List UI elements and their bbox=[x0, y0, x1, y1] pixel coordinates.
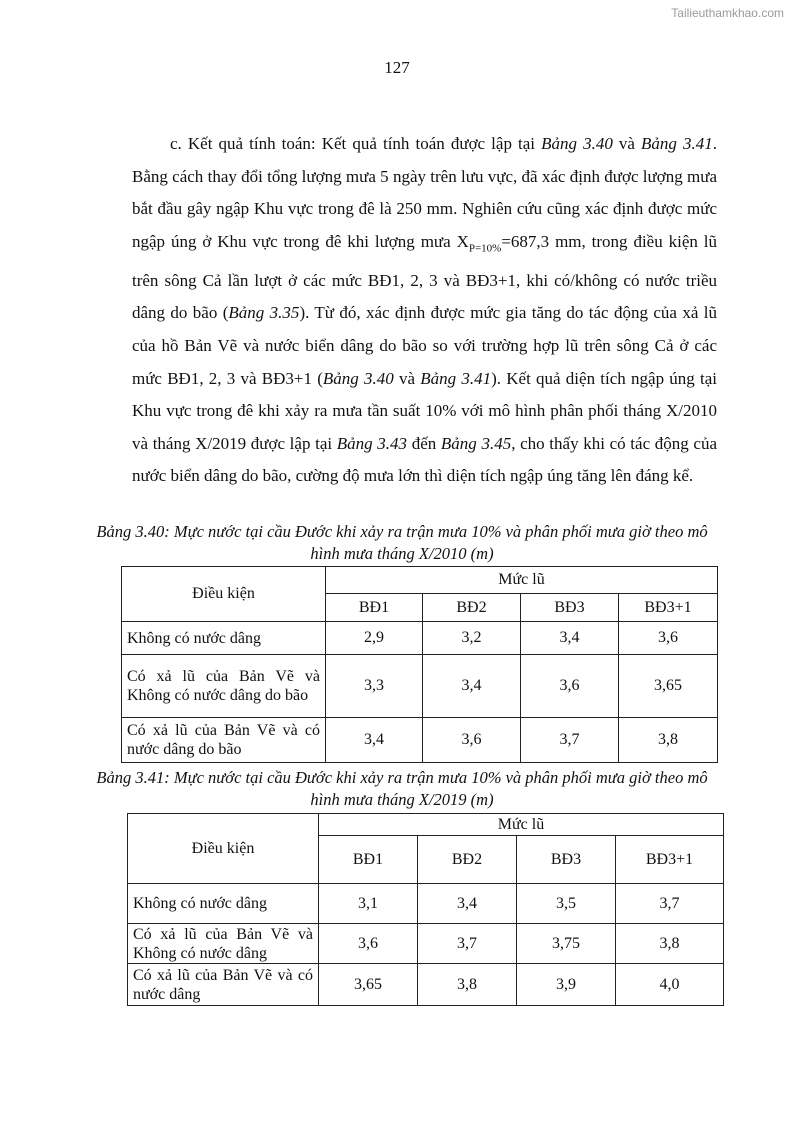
column-header: BĐ3 bbox=[521, 594, 619, 622]
table-reference: Bảng 3.35 bbox=[228, 303, 300, 323]
table-caption: Bảng 3.41: Mực nước tại cầu Đước khi xảy ra trận mưa 10% và phân phối mưa giờ theo mô hình mưa tháng X/2019 (m) bbox=[96, 768, 708, 809]
condition-cell: Có xả lũ của Bản Vẽ và có nước dâng bbox=[128, 964, 319, 1006]
value-cell: 3,3 bbox=[326, 655, 423, 718]
table-row bbox=[122, 718, 718, 763]
column-header: BĐ3+1 bbox=[616, 836, 724, 884]
value-cell: 4,0 bbox=[616, 964, 724, 1006]
table-row bbox=[128, 924, 724, 964]
value-cell: 3,75 bbox=[517, 924, 616, 964]
table-reference: Bảng 3.41 bbox=[420, 368, 492, 388]
paragraph-text: . Bằng cách thay đổi tổng lượng mưa 5 ngày trên lưu vực, đã xác định được lượng mưa bắt đầu gây ngập Khu vực trong đê là 250 mm. Nghiên cứu cũng xác định được mức ngập úng ở Khu vực trong đê khi lượng mưa X bbox=[132, 134, 718, 251]
page-number: 127 bbox=[384, 58, 410, 77]
value-cell: 3,5 bbox=[517, 884, 616, 924]
table-row bbox=[128, 964, 724, 1006]
table-reference: Bảng 3.40 bbox=[322, 368, 394, 388]
table-reference: Bảng 3.40 bbox=[541, 134, 613, 153]
value-cell: 3,65 bbox=[619, 655, 718, 718]
condition-cell: Có xả lũ của Bản Vẽ và Không có nước dâng do bão bbox=[122, 655, 326, 718]
table-reference: Bảng 3.43 bbox=[336, 433, 408, 453]
table-reference: Bảng 3.41 bbox=[641, 134, 713, 153]
value-cell: 3,6 bbox=[319, 924, 418, 964]
value-cell: 3,65 bbox=[319, 964, 418, 1006]
value-cell: 3,6 bbox=[619, 622, 718, 655]
table-row bbox=[122, 622, 718, 655]
watermark: Tailieuthamkhao.com bbox=[671, 6, 784, 20]
condition-cell: Không có nước dâng bbox=[122, 622, 326, 655]
paragraph-text: đến bbox=[407, 433, 441, 453]
column-header: BĐ3 bbox=[517, 836, 616, 884]
column-header: BĐ2 bbox=[423, 594, 521, 622]
value-cell: 3,7 bbox=[521, 718, 619, 763]
column-header: BĐ2 bbox=[418, 836, 517, 884]
paragraph-text: và bbox=[612, 134, 642, 153]
water-level-table-2019 bbox=[127, 813, 724, 1006]
value-cell: 3,6 bbox=[423, 718, 521, 763]
body-paragraph bbox=[132, 128, 717, 493]
condition-header: Điều kiện bbox=[122, 567, 326, 622]
value-cell: 2,9 bbox=[326, 622, 423, 655]
rainfall-subscript: P=10% bbox=[468, 242, 502, 255]
column-header: BĐ1 bbox=[326, 594, 423, 622]
value-cell: 3,4 bbox=[521, 622, 619, 655]
table-header-row bbox=[128, 814, 724, 836]
table-row bbox=[128, 884, 724, 924]
condition-cell: Có xả lũ của Bản Vẽ và có nước dâng do bão bbox=[122, 718, 326, 763]
value-cell: 3,7 bbox=[418, 924, 517, 964]
value-cell: 3,6 bbox=[521, 655, 619, 718]
flood-level-header: Mức lũ bbox=[319, 814, 724, 836]
value-cell: 3,4 bbox=[423, 655, 521, 718]
paragraph-text: , cho thấy khi có tác động của nước biển dâng do bão, cường độ mưa lớn thì diện tích ngập úng tăng lên đáng kể. bbox=[132, 433, 718, 486]
column-header: BĐ1 bbox=[319, 836, 418, 884]
value-cell: 3,8 bbox=[619, 718, 718, 763]
value-cell: 3,9 bbox=[517, 964, 616, 1006]
value-cell: 3,8 bbox=[616, 924, 724, 964]
condition-header: Điều kiện bbox=[128, 814, 319, 884]
paragraph-text: và bbox=[393, 368, 421, 388]
paragraph-text: ). Từ đó, xác định được mức gia tăng do tác động của xả lũ của hồ Bản Vẽ và nước biển dâng do bão so với trường hợp lũ trên sông Cả ở các mức BĐ1, 2, 3 và BĐ3+1 ( bbox=[132, 303, 717, 388]
value-cell: 3,2 bbox=[423, 622, 521, 655]
value-cell: 3,7 bbox=[616, 884, 724, 924]
table-header-row bbox=[122, 567, 718, 594]
condition-cell: Có xả lũ của Bản Vẽ và Không có nước dâng bbox=[128, 924, 319, 964]
table-row bbox=[122, 655, 718, 718]
condition-cell: Không có nước dâng bbox=[128, 884, 319, 924]
column-header: BĐ3+1 bbox=[619, 594, 718, 622]
table-reference: Bảng 3.45 bbox=[440, 433, 512, 453]
value-cell: 3,4 bbox=[326, 718, 423, 763]
value-cell: 3,4 bbox=[418, 884, 517, 924]
paragraph-text: c. Kết quả tính toán: Kết quả tính toán được lập tại bbox=[170, 134, 542, 153]
table-caption: Bảng 3.40: Mực nước tại cầu Đước khi xảy ra trận mưa 10% và phân phối mưa giờ theo mô hình mưa tháng X/2010 (m) bbox=[96, 522, 708, 563]
value-cell: 3,8 bbox=[418, 964, 517, 1006]
value-cell: 3,1 bbox=[319, 884, 418, 924]
paragraph-text: ). Kết quả diện tích ngập úng tại Khu vực trong đê khi xảy ra mưa tần suất 10% với mô hình phân phối tháng X/2010 và tháng X/2019 được lập tại bbox=[132, 368, 718, 453]
water-level-table-2010 bbox=[121, 566, 718, 763]
flood-level-header: Mức lũ bbox=[326, 567, 718, 594]
paragraph-text: =687,3 mm, trong điều kiện lũ trên sông Cả lần lượt ở các mức BĐ1, 2, 3 và BĐ3+1, khi có/không có nước triều dâng do bão ( bbox=[132, 231, 717, 323]
